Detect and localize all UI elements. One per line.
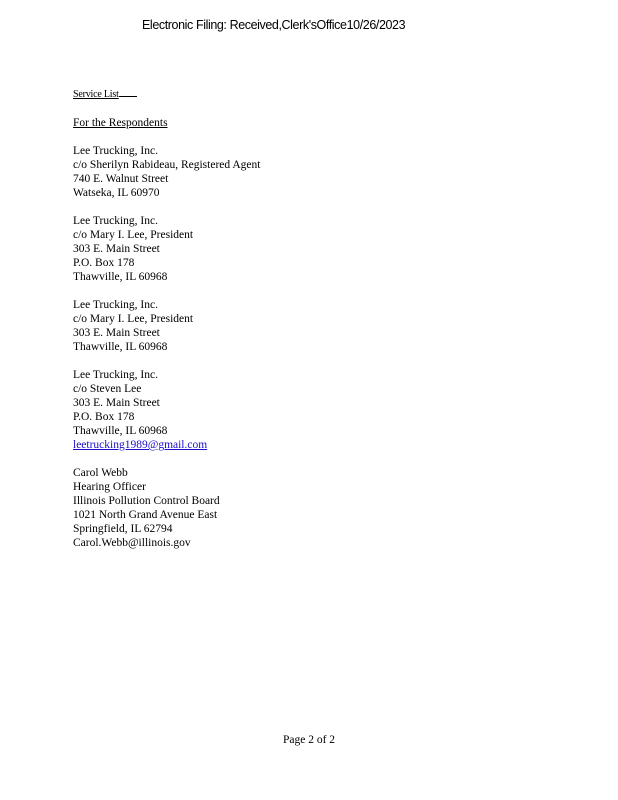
contact-po-box: P.O. Box 178	[73, 257, 135, 269]
contact-city: Watseka, IL 60970	[73, 187, 160, 199]
contact-name: Lee Trucking, Inc.	[73, 369, 158, 381]
contact-email-line	[73, 438, 260, 452]
contact-name: Carol Webb	[73, 467, 128, 479]
contact-name: Lee Trucking, Inc.	[73, 145, 158, 157]
contact-street: 303 E. Main Street	[73, 243, 160, 255]
contact-street: 303 E. Main Street	[73, 397, 160, 409]
contact-city: Springfield, IL 62794	[73, 523, 173, 535]
contact-block-3	[73, 298, 260, 354]
contact-street: 1021 North Grand Avenue East	[73, 509, 218, 521]
contact-block-2	[73, 214, 260, 284]
contact-care-of: c/o Mary I. Lee, President	[73, 313, 194, 325]
contact-care-of: c/o Sherilyn Rabideau, Registered Agent	[73, 159, 261, 171]
contact-name: Lee Trucking, Inc.	[73, 215, 158, 227]
document-body	[73, 88, 260, 550]
email-link-text: leetrucking1989@gmail.com	[73, 439, 208, 451]
electronic-filing-stamp: Electronic Filing: Received,Clerk'sOffice10/26/2023	[142, 18, 406, 32]
contact-organization: Illinois Pollution Control Board	[73, 495, 220, 507]
contact-city: Thawville, IL 60968	[73, 341, 168, 353]
contact-street: 740 E. Walnut Street	[73, 173, 169, 185]
heading-underline-pad	[119, 95, 137, 97]
respondents-heading: For the Respondents	[73, 117, 168, 129]
contact-email: Carol.Webb@illinois.gov	[73, 537, 191, 549]
service-list-heading-text: Service List	[73, 89, 119, 100]
contact-title: Hearing Officer	[73, 481, 146, 493]
contact-care-of: c/o Mary I. Lee, President	[73, 229, 194, 241]
contact-care-of: c/o Steven Lee	[73, 383, 142, 395]
email-link[interactable]	[73, 439, 213, 451]
contact-block-1	[73, 144, 260, 200]
contact-block-4	[73, 368, 260, 452]
service-list-heading	[73, 88, 260, 102]
contact-po-box: P.O. Box 178	[73, 411, 135, 423]
contact-name: Lee Trucking, Inc.	[73, 299, 158, 311]
page-number: Page 2 of 2	[282, 734, 336, 746]
contact-city: Thawville, IL 60968	[73, 271, 168, 283]
contact-street: 303 E. Main Street	[73, 327, 160, 339]
contact-city: Thawville, IL 60968	[73, 425, 168, 437]
contact-block-5	[73, 466, 260, 550]
